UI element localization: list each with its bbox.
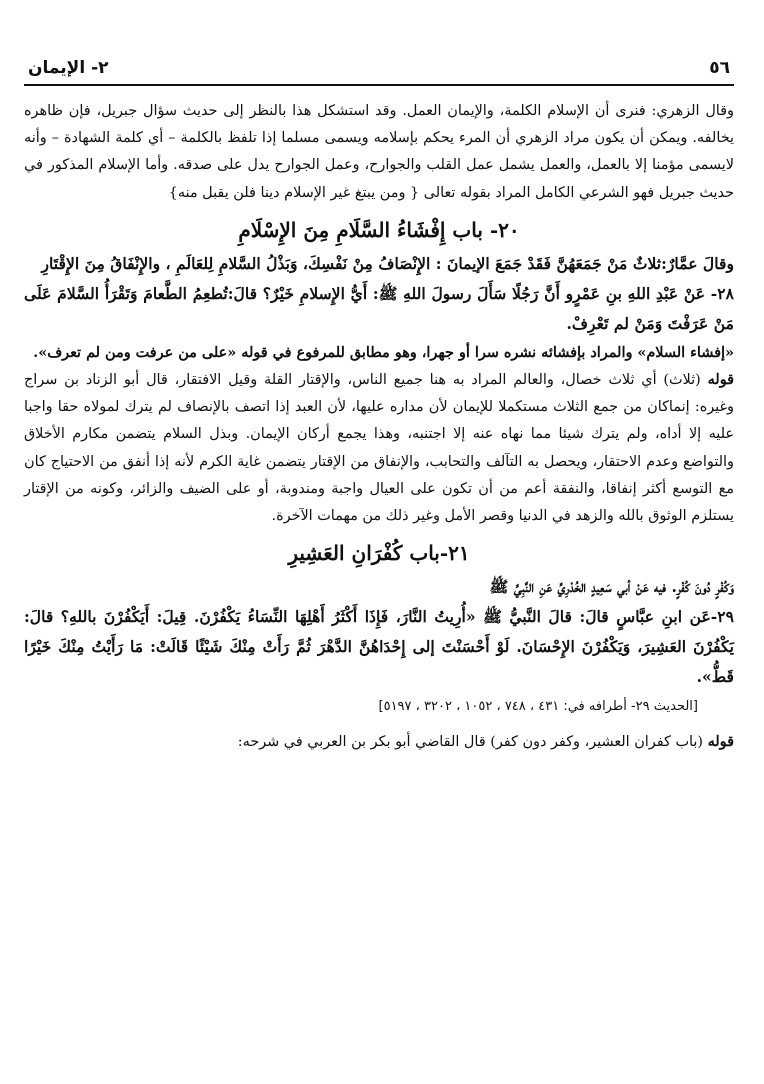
commentary-ifsha-salam: «إفشاء السلام» والمراد بإفشائه نشره سرا أو جهرا، وهو مطابق للمرفوع في قوله «على من عرفت ومن لم تعرف». (33, 343, 734, 361)
commentary-kufran-text: (باب كفران العشير، وكفر دون كفر) قال القاضي أبو بكر بن العربي في شرحه: (237, 734, 703, 751)
page-header (24, 44, 734, 86)
document-page (24, 44, 734, 1084)
commentary-kufran (24, 728, 734, 756)
chapter-20-heading: ٢٠- باب إِفْشَاءُ السَّلَامِ مِنَ الإِسْلَامِ (238, 217, 520, 242)
commentary-lead-word-2: قوله (707, 733, 734, 751)
chapter-21-heading: ٢١-باب كُفْرَانِ العَشِيرِ (288, 541, 470, 566)
running-chapter-title: ٢- الإيمان (28, 58, 109, 78)
hadith-29: ٢٩-عَن ابنِ عبَّاسٍ قالَ: قالَ النَّبيُّ ﷺ «أُرِيتُ النَّارَ، فَإِذَا أَكْثَرُ أَهْلِهَا النِّسَاءُ يَكْفُرْنَ. قِيلَ: أَيَكْفُرْنَ باللهِ؟ قالَ: يَكْفُرْنَ العَشِيرَ، وَيَكْفُرْنَ الإِحْسَانَ. لَوْ أَحْسَنْتَ إلى إِحْدَاهُنَّ الدَّهْرَ ثُمَّ رَأَتْ مِنْكَ شَيْئًا قَالَتْ: مَا رَأَيْتُ مِنْكَ خَيْرًا قَطُّ». (24, 607, 734, 687)
commentary-thalath (24, 366, 734, 530)
hadith-29-cross-reference: [الحديث ٢٩- أطرافه في: ٤٣١ ، ٧٤٨ ، ١٠٥٢ ، ٣٢٠٢ ، ٥١٩٧] (378, 699, 698, 715)
ammar-narration: وقالَ عمَّارٌ:ثلاثٌ مَنْ جَمَعَهُنَّ فَقَدْ جَمَعَ الإيمانَ : الإِنْصَافُ مِنْ نَفْسِكَ، وَبَذْلُ السَّلامِ لِلعَالَمِ ، والإِنْفَاقُ مِنَ الإِقْتَارِ (41, 253, 734, 273)
hadith-28: ٢٨- عَنْ عَبْدِ اللهِ بنِ عَمْرٍو أَنَّ رَجُلًا سَأَلَ رسولَ اللهِ ﷺ: أَيُّ الإِسلامِ خَيْرٌ؟ قالَ:تُطعِمُ الطَّعامَ وَتَقْرَأُ السَّلامَ عَلَى مَنْ عَرَفْتَ وَمَنْ لم تَعْرِفْ. (24, 283, 734, 333)
chapter-21-subtitle: وَكُفْرٍ دُونَ كُفْرٍ. فيه عَنْ أبي سَعِيدٍ الخُدْرِيِّ عَنِ النَّبِيِّ ﷺ (489, 577, 734, 597)
commentary-lead-word: قوله (707, 371, 735, 389)
page-body (24, 86, 734, 756)
page-number: ٥٦ (709, 58, 730, 78)
commentary-paragraph-zuhri: وقال الزهري: فنرى أن الإسلام الكلمة، والإيمان العمل. وقد استشكل هذا بالنظر إلى حديث سؤال جبريل، فإن ظاهره يخالفه. ويمكن أن يكون مراد الزهري أن المرء يحكم بإسلامه ويسمى مسلما إذا تلفظ بالكلمة – أي كلمة الشهادة – وأنه لايسمى مؤمنا إلا بالعمل، والعمل يشمل عمل القلب والجوارح، وعمل الجوارح يدل على صدقه. وأما الإسلام المذكور في حديث جبريل فهو الشرعي الكامل المراد بقوله تعالى { ومن يبتغ غير الإسلام دينا فلن يقبل منه} (24, 103, 734, 201)
commentary-thalath-text: (ثلاث) أي ثلاث خصال، والعالم المراد به هنا جميع الناس، والإقتار القلة وقيل الافتقار، قال أبو الزناد بن سراج وغيره: إنماكان من جمع الثلاث مستكملا للإيمان لأن مداره عليها، لأن العبد إذا اتصف بالإنصاف لم يترك لمولاه حقا واجبا عليه إلا أداه، ولم يترك شيئا مما نهاه عنه إلا اجتنبه، وهذا يجمع أركان الإيمان. وبذل السلام يتضمن مكارم الأخلاق والتواضع وعدم الاحتقار، ويحصل به التآلف والتحابب، والإنفاق من الإقتار يتضمن غاية الكرم لأنه إذا أنفق من الاحتياج كان مع التوسع أكثر إنفاقا، والنفقة أعم من أن تكون على العيال واجبة ومندوبة، أو على الضيف والزائر، وكونه من الإقتار يستلزم الوثوق بالله والزهد في الدنيا وقصر الأمل وغير ذلك من مهمات الآخرة. (24, 372, 734, 525)
